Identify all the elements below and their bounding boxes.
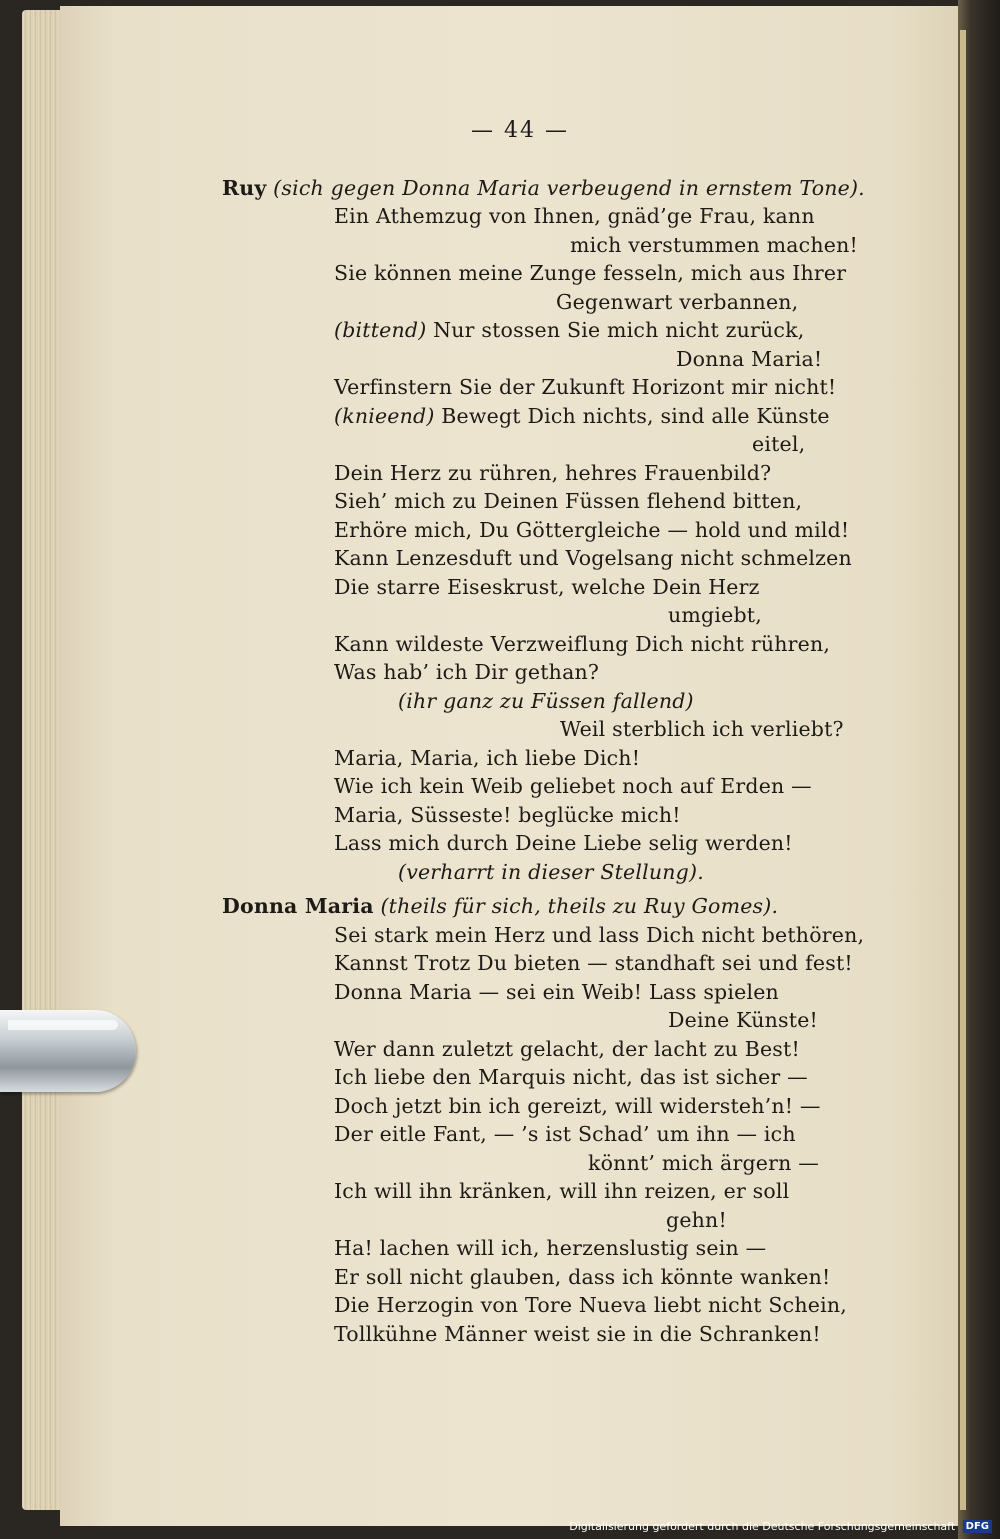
verse-line: Wie ich kein Weib geliebet noch auf Erden — — [334, 774, 812, 798]
verse-line: Donna Maria! — [676, 347, 823, 371]
speech-heading-donna-maria — [222, 893, 778, 919]
verse-text: Bewegt Dich nichts, sind alle Künste — [441, 404, 830, 428]
verse-line: Weil sterblich ich verliebt? — [560, 717, 844, 741]
verse-line: Ha! lachen will ich, herzenslustig sein — — [334, 1236, 767, 1260]
verse-line: Maria, Maria, ich liebe Dich! — [334, 746, 641, 770]
verse-line: Was hab’ ich Dir gethan? — [334, 660, 600, 684]
verse-line: Sei stark mein Herz und lass Dich nicht bethören, — [334, 923, 865, 947]
digitization-credit — [569, 1520, 992, 1534]
verse-text: Nur stossen Sie mich nicht zurück, — [433, 318, 805, 342]
verse-line-with-direction — [334, 317, 804, 343]
verse-line: umgiebt, — [668, 603, 762, 627]
verse-line: Deine Künste! — [668, 1008, 818, 1032]
speaker-name: Donna Maria — [222, 894, 374, 918]
verse-line: Ein Athemzug von Ihnen, gnäd’ge Frau, kann — [334, 204, 815, 228]
verse-line: mich verstummen machen! — [570, 233, 858, 257]
verse-line: Er soll nicht glauben, dass ich könnte wanken! — [334, 1265, 831, 1289]
book-clip-highlight — [8, 1020, 118, 1030]
verse-line-with-direction — [334, 403, 830, 429]
verse-line: könnt’ mich ärgern — — [588, 1151, 819, 1175]
verse-line: gehn! — [666, 1208, 727, 1232]
stage-direction: (sich gegen Donna Maria verbeugend in ernstem Tone). — [273, 176, 865, 200]
stage-direction: (theils für sich, theils zu Ruy Gomes). — [380, 894, 779, 918]
stage-direction: (bittend) — [334, 318, 427, 342]
verse-line: Gegenwart verbannen, — [556, 290, 799, 314]
verse-line: Kannst Trotz Du bieten — standhaft sei und fest! — [334, 951, 853, 975]
verse-line: Donna Maria — sei ein Weib! Lass spielen — [334, 980, 779, 1004]
speech-heading-ruy — [222, 175, 865, 201]
verse-line: eitel, — [752, 432, 806, 456]
verse-line: Die Herzogin von Tore Nueva liebt nicht Schein, — [334, 1293, 847, 1317]
speaker-name: Ruy — [222, 176, 267, 200]
verse-line: Erhöre mich, Du Göttergleiche — hold und mild! — [334, 518, 850, 542]
page-number: — 44 — — [471, 118, 569, 143]
verse-line: Der eitle Fant, — ’s ist Schad’ um ihn — ich — [334, 1122, 796, 1146]
verse-line: Kann wildeste Verzweiflung Dich nicht rühren, — [334, 632, 831, 656]
verse-line: Doch jetzt bin ich gereizt, will widersteh’n! — — [334, 1094, 821, 1118]
verse-line: Tollkühne Männer weist sie in die Schranken! — [334, 1322, 821, 1346]
stage-direction: (verharrt in dieser Stellung). — [398, 860, 704, 884]
verse-line: Ich liebe den Marquis nicht, das ist sicher — — [334, 1065, 808, 1089]
stage-direction: (ihr ganz zu Füssen fallend) — [398, 689, 694, 713]
verse-line: Ich will ihn kränken, will ihn reizen, er soll — [334, 1179, 790, 1203]
stage-direction: (knieend) — [334, 404, 435, 428]
verse-line: Die starre Eiseskrust, welche Dein Herz — [334, 575, 760, 599]
verse-line: Dein Herz zu rühren, hehres Frauenbild? — [334, 461, 772, 485]
verse-line: Kann Lenzesduft und Vogelsang nicht schmelzen — [334, 546, 852, 570]
verse-line: Verfinstern Sie der Zukunft Horizont mir nicht! — [334, 375, 837, 399]
verse-line: Wer dann zuletzt gelacht, der lacht zu Best! — [334, 1037, 800, 1061]
credit-text: Digitalisierung gefördert durch die Deutsche Forschungsgemeinschaft — [569, 1519, 956, 1533]
verse-line: Sie können meine Zunge fesseln, mich aus Ihrer — [334, 261, 847, 285]
verse-line: Lass mich durch Deine Liebe selig werden! — [334, 831, 793, 855]
verse-line: Maria, Süsseste! beglücke mich! — [334, 803, 681, 827]
dfg-logo: DFG — [963, 1520, 992, 1533]
verse-line: Sieh’ mich zu Deinen Füssen flehend bitten, — [334, 489, 803, 513]
